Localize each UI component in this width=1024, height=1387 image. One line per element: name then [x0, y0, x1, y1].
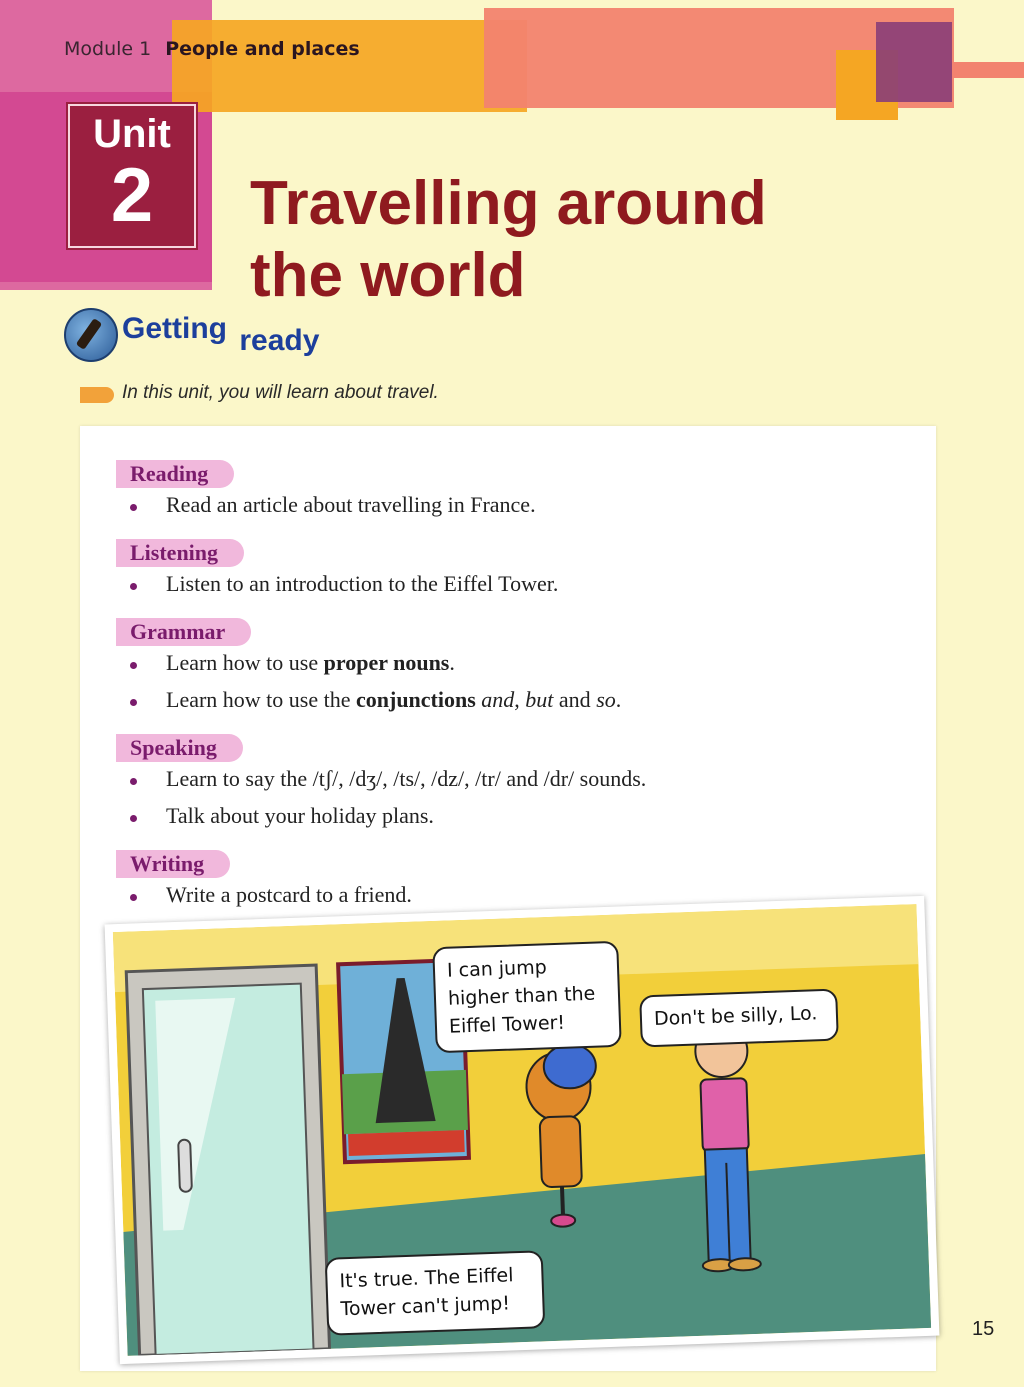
getting-ready-word2: ready	[239, 324, 320, 357]
intro-marker	[80, 387, 114, 403]
module-title: People and places	[165, 38, 360, 60]
objective-item: Read an article about travelling in France.	[166, 492, 536, 517]
unit-badge	[68, 104, 196, 248]
objective-item: Talk about your holiday plans.	[166, 803, 434, 828]
module-label: Module 1	[64, 38, 152, 60]
section-label-reading: Reading	[116, 460, 234, 488]
bullet	[130, 583, 137, 590]
bullet	[130, 815, 137, 822]
speech-bubble-boy: Don't be silly, Lo.	[639, 989, 839, 1048]
bullet	[130, 504, 137, 511]
header-orange-block	[172, 20, 527, 112]
getting-ready-heading	[122, 312, 320, 357]
intro-text: In this unit, you will learn about travel.	[122, 382, 439, 403]
unit-number: 2	[110, 153, 154, 238]
speech-bubble-robot: I can jump higher than the Eiffel Tower!	[432, 941, 622, 1053]
unit-word: Unit	[93, 112, 171, 156]
title-line-1: Travelling around	[250, 169, 767, 238]
objective-item: Learn to say the /tʃ/, /dʒ/, /ts/, /dz/, /tr/ and /dr/ sounds.	[166, 766, 647, 791]
section-label-grammar: Grammar	[116, 618, 251, 646]
bullet	[130, 699, 137, 706]
objective-item: Learn how to use the conjunctions and, but and so.	[166, 687, 622, 712]
bullet	[130, 662, 137, 669]
section-label-writing: Writing	[116, 850, 230, 878]
section-label-speaking: Speaking	[116, 734, 243, 762]
getting-ready-word1: Getting	[122, 312, 227, 345]
speech-bubble-bottom: It's true. The Eiffel Tower can't jump!	[325, 1250, 546, 1336]
page-number: 15	[972, 1318, 995, 1340]
header-purple-square	[876, 22, 952, 102]
bullet	[130, 778, 137, 785]
module-heading	[64, 38, 360, 60]
globe-icon	[64, 308, 118, 362]
objective-item: Learn how to use proper nouns.	[166, 650, 455, 675]
title-line-2: the world	[250, 241, 526, 310]
section-label-listening: Listening	[116, 539, 244, 567]
objective-item: Write a postcard to a friend.	[166, 882, 412, 907]
bullet	[130, 894, 137, 901]
page-title	[250, 168, 850, 312]
objective-item: Listen to an introduction to the Eiffel Tower.	[166, 571, 559, 596]
